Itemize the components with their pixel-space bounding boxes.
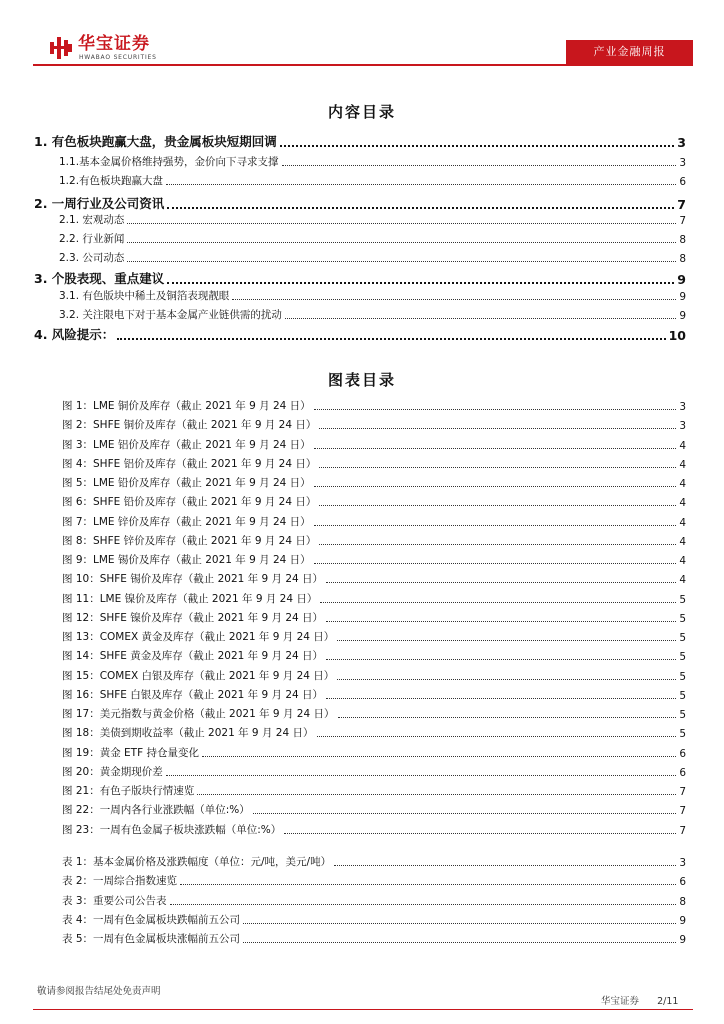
entry-label: 2.1. 宏观动态 <box>59 214 125 226</box>
dot-leader <box>319 427 676 429</box>
entry-page-number: 5 <box>679 593 686 606</box>
toc-title: 内容目录 <box>327 103 396 121</box>
figure-entry[interactable] <box>62 648 686 663</box>
brand-name-en: HWABAO SECURITIES <box>79 54 157 61</box>
entry-label: 图 20：黄金期现价差 <box>62 765 163 778</box>
entry-page-number: 4 <box>679 574 686 587</box>
entry-page-number: 6 <box>679 747 686 760</box>
toc-subsection-entry[interactable] <box>59 288 686 303</box>
entry-label: 图 3：LME 铝价及库存（截止 2021 年 9 月 24 日） <box>62 438 311 451</box>
entry-page-number: 8 <box>679 253 686 265</box>
toc-subsection-entry[interactable] <box>59 173 686 188</box>
figure-entry[interactable] <box>62 725 686 740</box>
entry-label: 图 18：美债到期收益率（截止 2021 年 9 月 24 日） <box>62 727 314 740</box>
entry-page-number: 3 <box>679 157 686 169</box>
entry-label: 图 13：COMEX 黄金及库存（截止 2021 年 9 月 24 日） <box>62 631 335 643</box>
page-number: 2/11 <box>657 996 679 1007</box>
dot-leader <box>314 408 677 410</box>
dot-leader <box>243 922 676 924</box>
entry-page-number: 4 <box>679 555 686 567</box>
dot-leader <box>197 793 676 795</box>
dot-leader <box>319 543 676 545</box>
figure-entry[interactable] <box>62 610 686 625</box>
dot-leader <box>337 639 676 641</box>
entry-label: 2. 一周行业及公司资讯 <box>34 196 165 211</box>
figure-entry[interactable] <box>62 591 686 606</box>
entry-page-number: 9 <box>677 272 686 287</box>
dot-leader <box>117 337 665 340</box>
entry-label: 图 4：SHFE 铝价及库存（截止 2021 年 9 月 24 日） <box>62 457 317 470</box>
dot-leader <box>314 524 677 526</box>
entry-label: 图 21：有色子版块行情速览 <box>62 785 195 797</box>
entry-label: 图 6：SHFE 铅价及库存（截止 2021 年 9 月 24 日） <box>62 496 317 509</box>
brand-name-cn: 华宝证券 <box>78 34 150 54</box>
entry-page-number: 5 <box>679 689 686 702</box>
entry-label: 3. 个股表现、重点建议 <box>34 271 165 286</box>
entry-label: 图 16：SHFE 白银及库存（截止 2021 年 9 月 24 日） <box>62 688 324 701</box>
entry-page-number: 5 <box>679 632 686 644</box>
entry-page-number: 4 <box>679 439 686 452</box>
figure-entry[interactable] <box>62 417 686 432</box>
figure-entry[interactable] <box>62 398 686 413</box>
entry-label: 图 17：美元指数与黄金价格（截止 2021 年 9 月 24 日） <box>62 708 335 720</box>
company-logo <box>48 34 248 66</box>
entry-label: 图 19：黄金 ETF 持仓量变化 <box>62 746 199 759</box>
dot-leader <box>326 658 676 660</box>
entry-label: 图 5：LME 铅价及库存（截止 2021 年 9 月 24 日） <box>62 477 311 489</box>
figure-entry[interactable] <box>62 475 686 490</box>
dot-leader <box>285 317 676 319</box>
dot-leader <box>317 735 677 737</box>
entry-page-number: 4 <box>679 458 686 471</box>
figure-entry[interactable] <box>62 764 686 779</box>
toc-section-entry[interactable] <box>34 194 686 212</box>
entry-label: 图 22：一周内各行业涨跌幅（单位:%） <box>62 804 250 817</box>
entry-label: 2.3. 公司动态 <box>59 252 125 264</box>
figure-entry[interactable] <box>62 783 686 798</box>
entry-page-number: 3 <box>679 857 686 869</box>
entry-page-number: 7 <box>679 215 686 227</box>
toc-subsection-entry[interactable] <box>59 250 686 265</box>
dot-leader <box>166 774 677 776</box>
table-entry[interactable] <box>62 912 686 927</box>
dot-leader <box>253 812 677 814</box>
entry-page-number: 4 <box>679 478 686 490</box>
entry-page-number: 5 <box>679 709 686 721</box>
entry-label: 图 11：LME 镍价及库存（截止 2021 年 9 月 24 日） <box>62 592 318 605</box>
entry-page-number: 5 <box>679 728 686 741</box>
footer-brand: 华宝证券 <box>601 996 640 1007</box>
dot-leader <box>282 164 677 166</box>
dot-leader <box>127 222 676 224</box>
entry-label: 图 12：SHFE 镍价及库存（截止 2021 年 9 月 24 日） <box>62 611 324 624</box>
table-entry[interactable] <box>62 873 686 888</box>
entry-page-number: 6 <box>679 876 686 889</box>
entry-page-number: 7 <box>679 805 686 818</box>
figure-entry[interactable] <box>62 494 686 509</box>
dot-leader <box>127 260 676 262</box>
figure-entry[interactable] <box>62 456 686 471</box>
dot-leader <box>167 281 674 284</box>
figure-entry[interactable] <box>62 802 686 817</box>
entry-page-number: 5 <box>679 612 686 625</box>
entry-page-number: 3 <box>679 401 686 413</box>
entry-label: 图 1：LME 铜价及库存（截止 2021 年 9 月 24 日） <box>62 400 311 412</box>
dot-leader <box>284 832 676 834</box>
dot-leader <box>280 144 674 147</box>
figure-entry[interactable] <box>62 552 686 567</box>
entry-label: 图 2：SHFE 铜价及库存（截止 2021 年 9 月 24 日） <box>62 419 317 432</box>
entry-label: 图 15：COMEX 白银及库存（截止 2021 年 9 月 24 日） <box>62 669 335 682</box>
figure-entry[interactable] <box>62 706 686 721</box>
entry-page-number: 7 <box>677 197 686 212</box>
entry-page-number: 9 <box>679 310 686 322</box>
entry-label: 图 9：LME 锡价及库存（截止 2021 年 9 月 24 日） <box>62 554 311 566</box>
entry-label: 表 1：基本金属价格及涨跌幅度（单位：元/吨，美元/吨） <box>62 856 332 868</box>
dot-leader <box>167 206 674 209</box>
entry-label: 1.2.有色板块跑赢大盘 <box>59 175 164 187</box>
entry-label: 3.1. 有色版块中稀土及铜箔表现靓眼 <box>59 290 230 302</box>
entry-page-number: 7 <box>679 824 686 837</box>
entry-page-number: 6 <box>679 766 686 779</box>
entry-label: 1.1.基本金属价格维持强势，金价向下寻求支撑 <box>59 156 279 168</box>
figure-entry[interactable] <box>62 668 686 683</box>
dot-leader <box>334 864 676 866</box>
toc-subsection-entry[interactable] <box>59 307 686 322</box>
entry-page-number: 4 <box>679 535 686 548</box>
figure-entry[interactable] <box>62 514 686 529</box>
entry-label: 图 14：SHFE 黄金及库存（截止 2021 年 9 月 24 日） <box>62 650 324 663</box>
entry-label: 4. 风险提示： <box>34 327 115 342</box>
disclaimer-note: 敬请参阅报告结尾处免责声明 <box>37 986 161 997</box>
report-type-badge: 产业金融周报 <box>566 40 693 64</box>
footer-page-info <box>601 993 678 1007</box>
entry-label: 图 8：SHFE 锌价及库存（截止 2021 年 9 月 24 日） <box>62 534 317 547</box>
dot-leader <box>166 183 676 185</box>
table-entry[interactable] <box>62 931 686 946</box>
dot-leader <box>202 755 676 757</box>
entry-page-number: 9 <box>679 914 686 927</box>
header-divider <box>33 64 693 66</box>
figure-entry[interactable] <box>62 629 686 644</box>
hwabao-logo-mark <box>48 34 74 62</box>
entry-label: 图 23：一周有色金属子板块涨跌幅（单位:%） <box>62 823 282 836</box>
toc-section-entry[interactable] <box>34 132 686 150</box>
dot-leader <box>314 447 677 449</box>
entry-label: 图 7：LME 锌价及库存（截止 2021 年 9 月 24 日） <box>62 515 311 528</box>
dot-leader <box>127 241 676 243</box>
figure-entry[interactable] <box>62 822 686 837</box>
entry-label: 1. 有色板块跑赢大盘，贵金属板块短期回调 <box>34 134 277 149</box>
entry-page-number: 3 <box>677 135 686 150</box>
figure-entry[interactable] <box>62 687 686 702</box>
dot-leader <box>170 903 677 905</box>
toc-section-entry[interactable] <box>34 325 686 343</box>
dot-leader <box>320 601 676 603</box>
dot-leader <box>326 697 676 699</box>
entry-label: 表 5：一周有色金属板块涨幅前五公司 <box>62 933 241 945</box>
figure-entry[interactable] <box>62 571 686 586</box>
dot-leader <box>326 620 676 622</box>
entry-page-number: 6 <box>679 176 686 188</box>
figures-title: 图表目录 <box>327 371 396 389</box>
entry-label: 2.2. 行业新闻 <box>59 233 125 245</box>
dot-leader <box>314 485 677 487</box>
toc-subsection-entry[interactable] <box>59 212 686 227</box>
toc-subsection-entry[interactable] <box>59 154 686 169</box>
figure-entry[interactable] <box>62 533 686 548</box>
dot-leader <box>180 883 676 885</box>
entry-page-number: 8 <box>679 234 686 246</box>
dot-leader <box>232 298 676 300</box>
footer-divider <box>33 1009 693 1010</box>
entry-page-number: 5 <box>679 670 686 683</box>
entry-page-number: 4 <box>679 516 686 529</box>
entry-label: 表 3：重要公司公告表 <box>62 894 167 907</box>
entry-label: 3.2. 关注限电下对于基本金属产业链供需的扰动 <box>59 309 282 321</box>
page-header <box>0 0 724 70</box>
table-entry[interactable] <box>62 854 686 869</box>
entry-page-number: 10 <box>668 328 686 343</box>
entry-label: 表 4：一周有色金属板块跌幅前五公司 <box>62 913 241 926</box>
dot-leader <box>319 504 676 506</box>
entry-label: 图 10：SHFE 锡价及库存（截止 2021 年 9 月 24 日） <box>62 573 324 586</box>
entry-page-number: 8 <box>679 895 686 908</box>
entry-page-number: 3 <box>679 420 686 433</box>
dot-leader <box>314 562 677 564</box>
dot-leader <box>338 716 677 718</box>
dot-leader <box>337 678 676 680</box>
entry-page-number: 4 <box>679 497 686 510</box>
figure-entry[interactable] <box>62 745 686 760</box>
toc-subsection-entry[interactable] <box>59 231 686 246</box>
dot-leader <box>326 581 676 583</box>
entry-page-number: 7 <box>679 786 686 798</box>
entry-label: 表 2：一周综合指数速览 <box>62 875 178 888</box>
entry-page-number: 9 <box>679 291 686 303</box>
toc-section-entry[interactable] <box>34 269 686 287</box>
figure-entry[interactable] <box>62 437 686 452</box>
dot-leader <box>243 941 676 943</box>
entry-page-number: 9 <box>679 934 686 946</box>
table-entry[interactable] <box>62 893 686 908</box>
dot-leader <box>319 466 676 468</box>
entry-page-number: 5 <box>679 651 686 664</box>
